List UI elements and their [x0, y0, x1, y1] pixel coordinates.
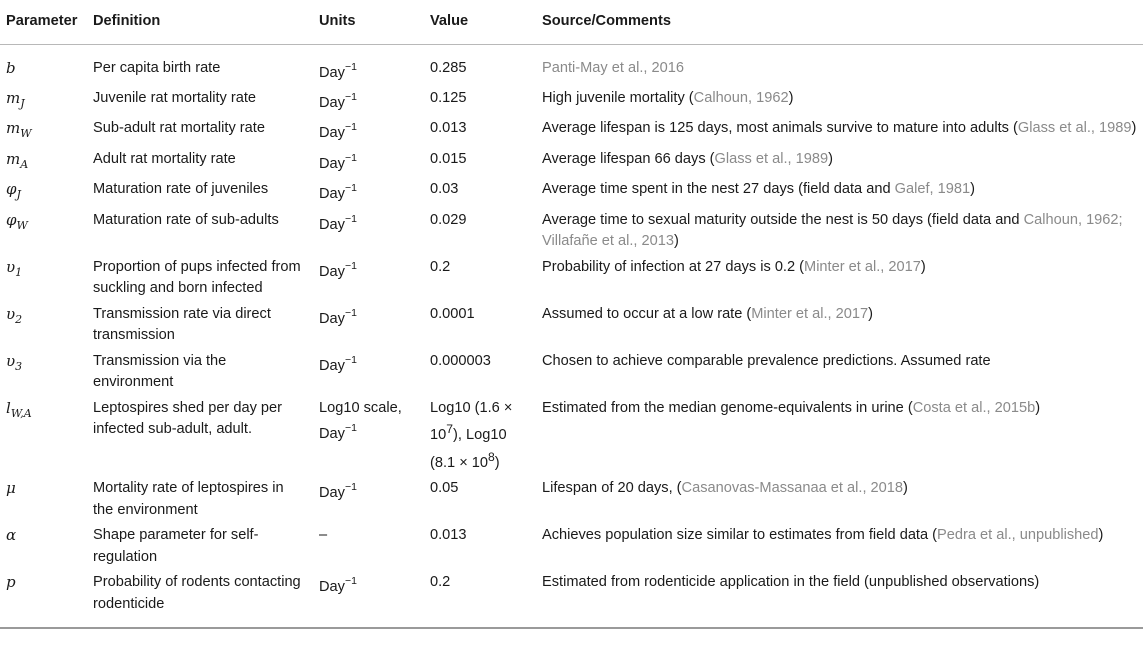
definition-cell: Maturation rate of juveniles: [93, 181, 269, 198]
value-cell: 0.015: [430, 150, 467, 167]
table-row: [0, 475, 1143, 522]
definition-cell: Probability of rodents contacting rodenticide: [87, 569, 313, 628]
units-cell: Day$^{-1}$: [319, 353, 357, 374]
header-units: Units: [313, 0, 424, 44]
citation-link[interactable]: Calhoun, 1962: [693, 89, 789, 106]
table-row: [0, 522, 1143, 569]
param-symbol: p: [6, 573, 16, 592]
units-cell: Day$^{-1}$: [319, 151, 357, 172]
units-cell: –: [319, 527, 328, 544]
param-symbol: $l_{W,A}$: [6, 398, 32, 420]
citation-link[interactable]: Casanovas-Massanaa et al., 2018: [681, 480, 904, 497]
table-row: [0, 207, 1143, 254]
param-symbol: b: [6, 58, 16, 77]
value-cell: 0.2: [424, 569, 536, 628]
value-cell: 0.05: [430, 480, 459, 497]
units-cell: Day$^{-1}$: [319, 182, 357, 203]
source-cell: Average lifespan is 125 days, most animals survive to mature into adults (Glass et al., 1989): [542, 120, 1137, 137]
param-cell: [0, 115, 87, 146]
table-row: [0, 85, 1143, 116]
units-cell: Day$^{-1}$: [319, 121, 357, 142]
param-symbol: $\upsilon_3$: [6, 351, 23, 373]
definition-cell: Adult rat mortality rate: [93, 150, 236, 167]
param-symbol: $\varphi_J$: [6, 180, 21, 202]
param-cell: [0, 301, 87, 348]
source-cell: Probability of infection at 27 days is 0.2 (Minter et al., 2017): [542, 258, 926, 275]
param-cell: [0, 176, 87, 207]
value-cell: Log10 $(1.6 \times 10^7)$, Log10 $(8.1 \times 10^8)$: [430, 399, 513, 471]
citation-link[interactable]: Galef, 1981: [894, 181, 971, 198]
value-cell: 0.013: [430, 120, 467, 137]
param-symbol: α: [6, 526, 17, 545]
header-parameter: Parameter: [0, 0, 87, 44]
citation-link[interactable]: Calhoun, 1962; Villafañe et al., 2013: [542, 211, 1123, 250]
param-cell: [0, 44, 87, 85]
units-cell: Log10 scale, Day$^{-1}$: [319, 399, 402, 443]
definition-cell: Maturation rate of sub-adults: [93, 211, 279, 228]
table-row: [0, 44, 1143, 85]
param-symbol: $m_W$: [6, 119, 32, 141]
value-cell: 0.2: [430, 258, 451, 275]
param-symbol: $m_J$: [6, 88, 25, 110]
table-row: [0, 146, 1143, 177]
param-cell: [0, 207, 87, 254]
units-cell: Day$^{-1}$: [319, 60, 357, 81]
table-row: [0, 569, 1143, 628]
param-cell: [0, 475, 87, 522]
citation-link[interactable]: Costa et al., 2015b: [912, 399, 1036, 416]
value-cell: 0.013: [430, 527, 467, 544]
definition-cell: Shape parameter for self-regulation: [93, 527, 259, 565]
units-cell: Day$^{-1}$: [319, 212, 357, 233]
definition-cell: Transmission via the environment: [93, 352, 227, 391]
units-cell: Day$^{-1}$: [319, 306, 357, 327]
table-row: [0, 115, 1143, 146]
definition-cell: Mortality rate of leptospires in the environment: [93, 480, 284, 518]
source-cell: Estimated from rodenticide application in the field (unpublished observations): [536, 569, 1143, 628]
param-symbol: μ: [6, 479, 16, 498]
citation-link[interactable]: Glass et al., 1989: [714, 150, 829, 167]
definition-cell: Transmission rate via direct transmission: [93, 305, 271, 344]
source-cell: [536, 44, 1143, 85]
value-cell: 0.125: [430, 89, 467, 106]
header-definition: Definition: [87, 0, 313, 44]
param-symbol: $\varphi_W$: [6, 210, 28, 232]
table-header-row: [0, 0, 1143, 44]
source-cell: Estimated from the median genome-equivalents in urine (Costa et al., 2015b): [542, 399, 1041, 416]
source-cell: Average lifespan 66 days (Glass et al., 1989): [542, 150, 833, 167]
header-source: Source/Comments: [536, 0, 1143, 44]
definition-cell: Juvenile rat mortality rate: [93, 89, 257, 106]
citation-link[interactable]: Glass et al., 1989: [1017, 120, 1132, 137]
definition-cell: Sub-adult rat mortality rate: [93, 120, 265, 137]
param-cell: [0, 522, 87, 569]
param-cell: [0, 395, 87, 475]
source-cell: Chosen to achieve comparable prevalence predictions. Assumed rate: [542, 352, 991, 369]
definition-cell: Per capita birth rate: [93, 59, 221, 76]
citation-link[interactable]: Minter et al., 2017: [751, 305, 869, 322]
value-cell: 0.000003: [430, 352, 491, 369]
param-symbol: $\upsilon_2$: [6, 304, 23, 326]
citation-link[interactable]: Minter et al., 2017: [804, 258, 921, 275]
citation-link[interactable]: Pedra et al., unpublished: [937, 527, 1099, 544]
param-symbol: $\upsilon_1$: [6, 257, 23, 279]
citation-link[interactable]: Panti-May et al., 2016: [542, 59, 684, 76]
value-cell: 0.0001: [430, 305, 475, 322]
param-cell: [0, 85, 87, 116]
units-cell: Day$^{-1}$: [313, 569, 424, 628]
header-value: Value: [424, 0, 536, 44]
units-cell: Day$^{-1}$: [319, 259, 357, 280]
param-cell: [0, 146, 87, 177]
param-symbol: $m_A$: [6, 149, 29, 171]
source-cell: Assumed to occur at a low rate (Minter et al., 2017): [542, 305, 873, 322]
source-cell: Achieves population size similar to estimates from field data (Pedra et al., unpublished): [542, 527, 1104, 544]
source-cell: Lifespan of 20 days, (Casanovas-Massanaa et al., 2018): [542, 480, 908, 497]
param-cell: [0, 348, 87, 395]
param-cell: [0, 254, 87, 301]
source-cell: Average time spent in the nest 27 days (field data and Galef, 1981): [542, 181, 975, 198]
value-cell: 0.029: [430, 211, 467, 228]
table-row: [0, 395, 1143, 475]
table-row: [0, 301, 1143, 348]
table-row: [0, 254, 1143, 301]
units-cell: Day$^{-1}$: [319, 481, 357, 501]
table-row: [0, 176, 1143, 207]
table-row: [0, 348, 1143, 395]
units-cell: Day$^{-1}$: [319, 90, 357, 111]
definition-cell: Proportion of pups infected from suckling and born infected: [93, 258, 301, 297]
value-cell: 0.285: [430, 59, 467, 76]
param-cell: [0, 569, 87, 628]
value-cell: 0.03: [430, 181, 459, 198]
source-cell: High juvenile mortality (Calhoun, 1962): [542, 89, 794, 106]
definition-cell: Leptospires shed per day per infected sub-adult, adult.: [93, 399, 283, 438]
source-cell: Average time to sexual maturity outside the nest is 50 days (field data and Calhoun, 1962; Villafañe et al., 2013): [542, 211, 1123, 250]
